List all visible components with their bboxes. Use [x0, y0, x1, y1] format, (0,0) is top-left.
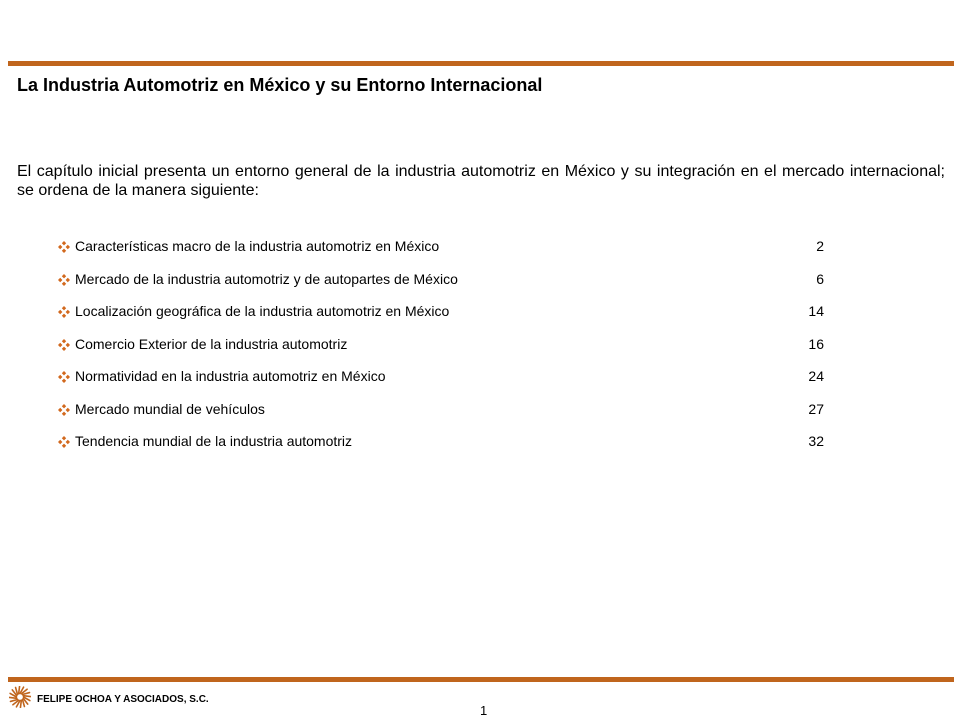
toc-item-page: 2 [816, 238, 824, 254]
toc-item-label: Mercado mundial de vehículos [75, 400, 265, 417]
diamond-bullet-icon [58, 404, 70, 416]
toc-item [58, 425, 826, 458]
diamond-bullet-icon [58, 274, 70, 286]
toc-item [58, 328, 826, 361]
toc-item-page: 24 [808, 368, 824, 384]
toc-item-label: Localización geográfica de la industria automotriz en México [75, 303, 450, 319]
footer-company-name: FELIPE OCHOA Y ASOCIADOS, S.C. [37, 694, 209, 705]
bottom-divider [8, 677, 954, 682]
toc-item-label: Comercio Exterior de la industria automotriz [75, 335, 348, 352]
diamond-bullet-icon [58, 339, 70, 351]
toc-item [58, 295, 826, 328]
diamond-bullet-icon [58, 436, 70, 448]
page-number: 1 [480, 703, 488, 718]
company-logo-icon [9, 686, 31, 708]
toc-item-page: 27 [808, 400, 824, 417]
toc-item [58, 263, 826, 296]
toc-item [58, 393, 826, 426]
toc-item-label: Tendencia mundial de la industria automotriz [75, 433, 353, 449]
toc-item-label: Normatividad en la industria automotriz en México [75, 368, 386, 384]
diamond-bullet-icon [58, 241, 70, 253]
toc-item [58, 360, 826, 393]
toc-item-page: 32 [808, 433, 824, 449]
toc-item-page: 14 [808, 303, 824, 319]
top-divider [8, 61, 954, 66]
diamond-bullet-icon [58, 306, 70, 318]
toc-item-page: 16 [808, 335, 824, 352]
toc-item-label: Características macro de la industria automotriz en México [75, 238, 440, 254]
toc-item-page: 6 [816, 270, 824, 287]
diamond-bullet-icon [58, 371, 70, 383]
intro-paragraph: El capítulo inicial presenta un entorno general de la industria automotriz en México y su integración en el mercado internacional; se ordena de la manera siguiente: [17, 163, 945, 199]
toc-item-label: Mercado de la industria automotriz y de autopartes de México [75, 270, 458, 287]
table-of-contents [58, 230, 826, 458]
page-title: La Industria Automotriz en México y su Entorno Internacional [17, 75, 543, 95]
toc-item [58, 230, 826, 263]
